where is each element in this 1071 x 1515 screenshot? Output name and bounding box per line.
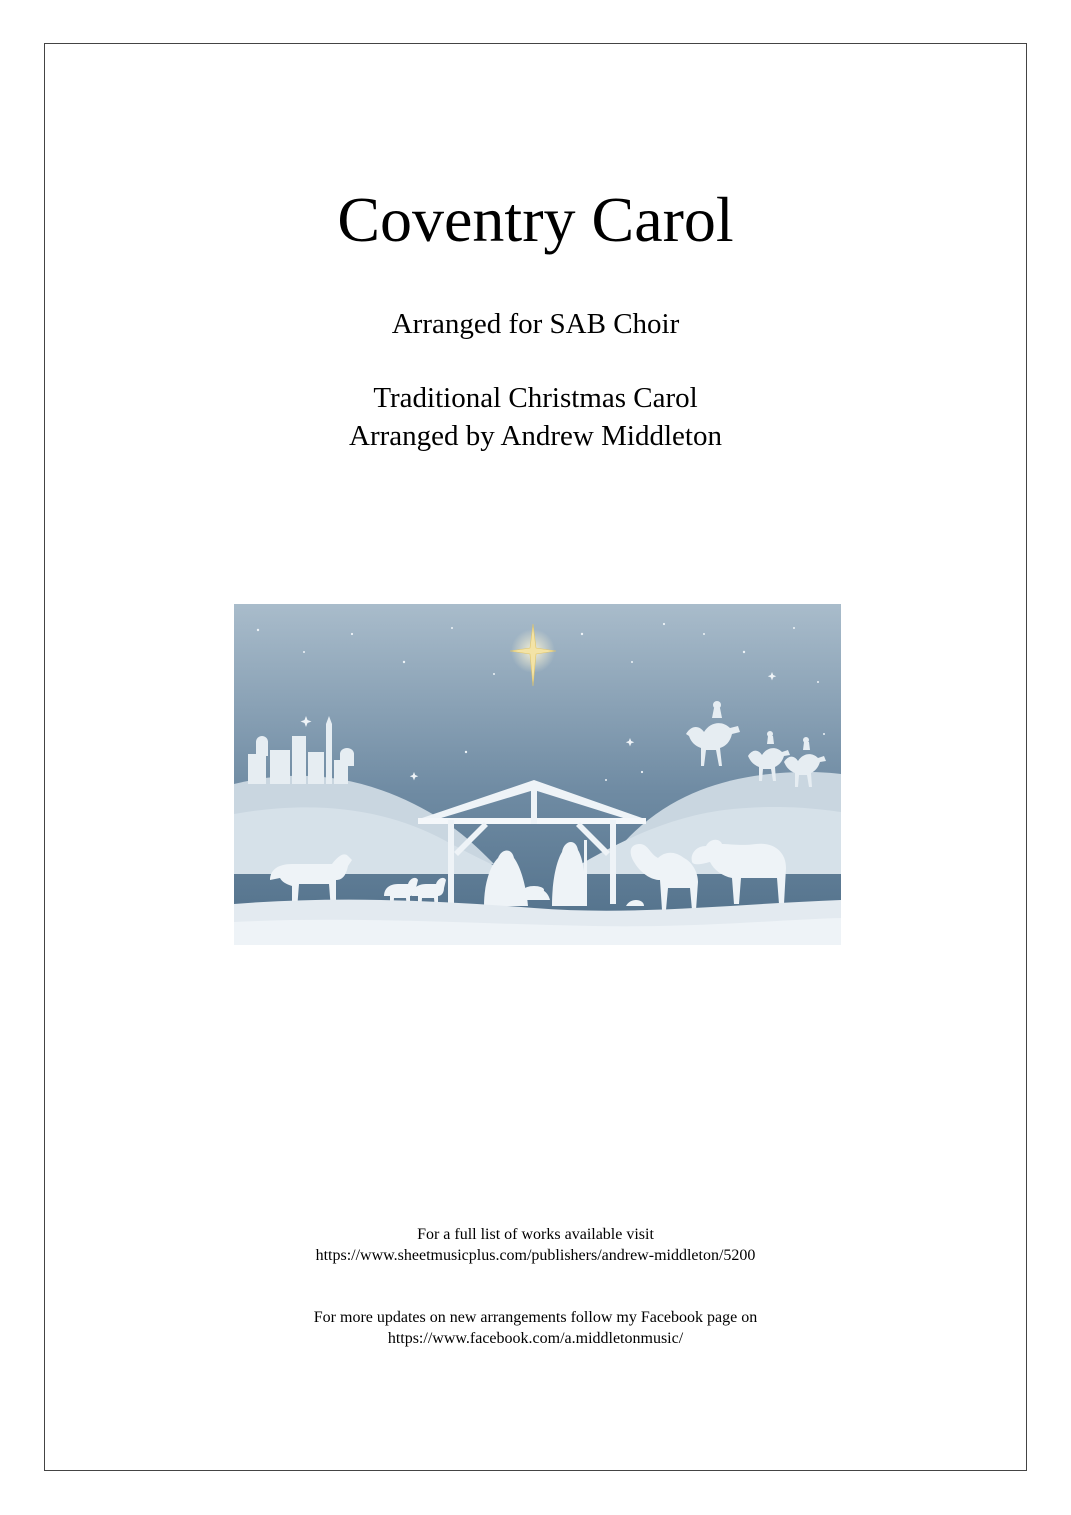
piece-title: Coventry Carol (337, 184, 734, 255)
nativity-scene-illustration (234, 604, 841, 945)
sheetmusicplus-url[interactable]: https://www.sheetmusicplus.com/publishers/andrew-middleton/5200 (315, 1247, 756, 1264)
facebook-note: For more updates on new arrangements follow my Facebook page on (313, 1309, 758, 1326)
voicing-subtitle: Arranged for SAB Choir (391, 308, 680, 340)
arranger-credit: Arranged by Andrew Middleton (349, 420, 722, 452)
works-list-note: For a full list of works available visit (417, 1226, 654, 1243)
origin-credit: Traditional Christmas Carol (373, 382, 698, 414)
facebook-url[interactable]: https://www.facebook.com/a.middletonmusic/ (387, 1330, 684, 1347)
